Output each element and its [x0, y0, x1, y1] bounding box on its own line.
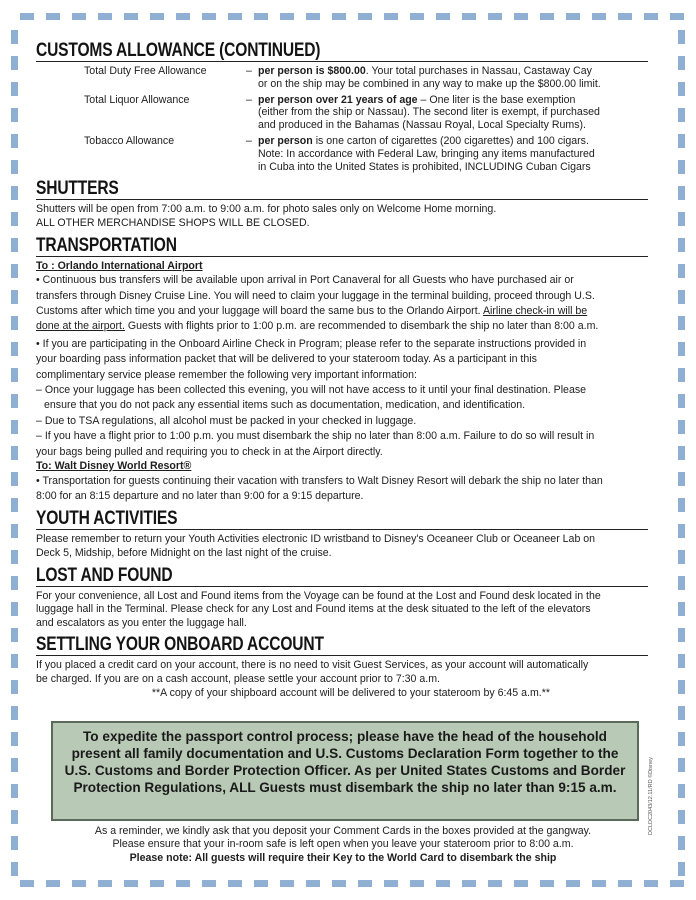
- account-heading: SETTLING YOUR ONBOARD ACCOUNT: [36, 634, 324, 656]
- border-dash: [11, 784, 18, 798]
- border-dash: [11, 368, 18, 382]
- border-dash: [678, 602, 685, 616]
- border-dash: [592, 13, 606, 20]
- border-dash: [488, 880, 502, 887]
- border-dash: [514, 880, 528, 887]
- wdw-transfer-text: • Transportation for guests continuing their vacation with transfers to Walt Disney Resort will debark the ship no later than 8:00 for an 8:15 departure and no later than 9:00 for a 9:15 departure.: [36, 474, 603, 503]
- border-dash: [332, 880, 346, 887]
- border-dash: [11, 134, 18, 148]
- border-dash: [11, 524, 18, 538]
- border-dash: [678, 784, 685, 798]
- border-dash: [436, 13, 450, 20]
- border-dash: [20, 13, 34, 20]
- border-dash: [384, 13, 398, 20]
- border-dash: [11, 30, 18, 44]
- border-dash: [11, 472, 18, 486]
- airport-transfer-text: • Continuous bus transfers will be available upon arrival in Port Canaveral for all Guests who have purchased air or transfers through Disney Cruise Line. You will need to claim your luggage in the terminal building, proceed through U.S. Customs after which time you and your luggage will board the same bus to the Orlando Airport. Airline check-in will be done at the airport. Guests with flights prior to 1:00 p.m. are recommended to disembark the ship no later than 8:00 a.m.: [36, 274, 599, 333]
- border-dash: [678, 706, 685, 720]
- border-dash: [678, 732, 685, 746]
- customs-allowance-table: [84, 65, 601, 176]
- border-dash: [678, 394, 685, 408]
- border-dash: [678, 498, 685, 512]
- allowance-label: Tobacco Allowance: [84, 134, 175, 147]
- border-dash: [280, 880, 294, 887]
- border-dash: [11, 654, 18, 668]
- allowance-row: Tobacco Allowance – per person is one carton of cigarettes (200 cigarettes) and 100 cigars. Note: In accordance with Federal Law, bringing any items manufactured in Cuba into the United States is prohibited, INCLUDING Cuban Cigars: [84, 135, 601, 176]
- allowance-label: Total Liquor Allowance: [84, 93, 190, 106]
- border-dash: [436, 880, 450, 887]
- border-dash: [11, 394, 18, 408]
- border-dash: [176, 13, 190, 20]
- wdw-subheading: To: Walt Disney World Resort®: [36, 460, 192, 473]
- border-dash: [678, 290, 685, 304]
- border-dash: [678, 862, 685, 876]
- border-dash: [11, 238, 18, 252]
- border-dash: [11, 810, 18, 824]
- border-dash: [678, 342, 685, 356]
- border-dash: [678, 264, 685, 278]
- border-dash: [11, 758, 18, 772]
- border-dash: [678, 576, 685, 590]
- allowance-row: Total Duty Free Allowance – per person is $800.00. Your total purchases in Nassau, Castaway Cay or on the ship may be combined in any way to make up the $800.00 limit.: [84, 65, 601, 94]
- allowance-row: Total Liquor Allowance – per person over 21 years of age – One liter is the base exemption (either from the ship or Nassau). The second liter is exempt, if purchased and produced in the Bahamas (Nassau Royal, Local Specialty Rums).: [84, 94, 601, 135]
- border-dash: [678, 420, 685, 434]
- border-dash: [678, 758, 685, 772]
- border-dash: [228, 880, 242, 887]
- border-dash: [678, 524, 685, 538]
- border-dash: [11, 108, 18, 122]
- customs-heading: CUSTOMS ALLOWANCE (CONTINUED): [36, 40, 321, 61]
- border-dash: [46, 13, 60, 20]
- border-dash: [11, 732, 18, 746]
- border-dash: [410, 880, 424, 887]
- border-dash: [678, 810, 685, 824]
- border-dash: [678, 108, 685, 122]
- border-dash: [98, 880, 112, 887]
- border-dash: [678, 446, 685, 460]
- border-dash: [678, 550, 685, 564]
- border-dash: [644, 880, 658, 887]
- passport-notice-box: [51, 721, 639, 821]
- border-dash: [678, 680, 685, 694]
- shutters-heading: SHUTTERS: [36, 178, 119, 200]
- border-dash: [202, 13, 216, 20]
- allowance-text: per person is $800.00. Your total purchases in Nassau, Castaway Cay or on the ship may be combined in any way to make up the $800.00 limit.: [258, 65, 601, 90]
- border-dash: [488, 13, 502, 20]
- border-dash: [11, 836, 18, 850]
- border-dash: [11, 576, 18, 590]
- customs-heading-rule: [36, 40, 648, 62]
- border-dash: [644, 13, 658, 20]
- border-dash: [618, 880, 632, 887]
- border-dash: [11, 212, 18, 226]
- border-dash: [11, 342, 18, 356]
- border-dash: [670, 880, 684, 887]
- border-dash: [678, 654, 685, 668]
- border-dash: [678, 628, 685, 642]
- transportation-heading: TRANSPORTATION: [36, 234, 177, 256]
- allowance-text: per person over 21 years of age – One liter is the base exemption (either from the ship or Nassau). The second liter is exempt, if purchased and produced in the Bahamas (Nassau Royal, Local Specialty Rums).: [258, 93, 600, 132]
- border-dash: [358, 13, 372, 20]
- border-dash: [11, 446, 18, 460]
- border-dash: [678, 212, 685, 226]
- border-dash: [11, 628, 18, 642]
- border-dash: [462, 880, 476, 887]
- border-dash: [11, 56, 18, 70]
- airport-subheading: To : Orlando International Airport: [36, 259, 203, 272]
- border-dash: [11, 498, 18, 512]
- border-dash: [678, 316, 685, 330]
- border-dash: [11, 420, 18, 434]
- border-dash: [332, 13, 346, 20]
- account-heading-rule: [36, 634, 648, 656]
- border-dash: [11, 186, 18, 200]
- border-dash: [514, 13, 528, 20]
- border-dash: [678, 160, 685, 174]
- border-dash: [540, 13, 554, 20]
- border-dash: [72, 13, 86, 20]
- border-dash: [11, 316, 18, 330]
- account-text: If you placed a credit card on your account, there is no need to visit Guest Services, as your account will automatically be charged. If you are on a cash account, please settle your account prior to 7:30 a.m. **A copy of your shipboard account will be delivered to your stateroom by 6:45 a.m.**: [36, 659, 589, 699]
- onboard-checkin-text: • If you are participating in the Onboard Airline Check in Program; please refer to the separate instructions provided in your boarding pass information packet that will be delivered to your stateroom today. As a participant in this complimentary service please remember the following very important information: – Once your luggage has been collected this evening, you will not have access to it until your final destination. Please ensure that you do not pack any essential items such as documentation, medication, and identification. – Due to TSA regulations, all alcohol must be packed in your checked in luggage. – If you have a flight prior to 1:00 p.m. you must disembark the ship no later than 8:00 a.m. Failure to do so will result in your bags being pulled and requiring you to check in at the Airport directly.: [36, 337, 595, 458]
- border-dash: [254, 880, 268, 887]
- lost-heading: LOST AND FOUND: [36, 564, 173, 586]
- youth-heading: YOUTH ACTIVITIES: [36, 508, 178, 530]
- border-dash: [566, 880, 580, 887]
- border-dash: [306, 13, 320, 20]
- border-dash: [540, 880, 554, 887]
- border-dash: [228, 13, 242, 20]
- border-dash: [11, 550, 18, 564]
- border-dash: [11, 160, 18, 174]
- border-dash: [176, 880, 190, 887]
- border-dash: [462, 13, 476, 20]
- youth-heading-rule: [36, 508, 648, 530]
- border-dash: [410, 13, 424, 20]
- shutters-text: Shutters will be open from 7:00 a.m. to 9:00 a.m. for photo sales only on Welcome Home morning. ALL OTHER MERCHANDISE SHOPS WILL BE CLOSED.: [36, 203, 497, 229]
- allowance-label: Total Duty Free Allowance: [84, 65, 207, 77]
- border-dash: [566, 13, 580, 20]
- border-dash: [678, 134, 685, 148]
- document-body: [36, 40, 650, 700]
- border-dash: [254, 13, 268, 20]
- lost-text: For your convenience, all Lost and Found items from the Voyage can be found at the Lost and Found desk located in the luggage hall in the Terminal. Please check for any Lost and Found items at the desk situated to the left of the elevators and escalators as you enter the luggage hall.: [36, 589, 601, 629]
- transportation-heading-rule: [36, 235, 648, 257]
- border-dash: [11, 82, 18, 96]
- border-dash: [11, 264, 18, 278]
- border-dash: [678, 238, 685, 252]
- border-dash: [678, 82, 685, 96]
- border-dash: [384, 880, 398, 887]
- border-dash: [678, 30, 685, 44]
- border-dash: [124, 13, 138, 20]
- border-dash: [202, 880, 216, 887]
- lost-heading-rule: [36, 565, 648, 587]
- document-code: DCLDC2043/12.11/RD ©Disney: [648, 757, 654, 835]
- passport-notice-text: To expedite the passport control process; please have the head of the household present all family documentation and U.S. Customs Declaration Form together to the U.S. Customs and Border Protection Officer. As per United States Customs and Border Protection Regulations, ALL Guests must disembark the ship no later than 9:15 a.m.: [64, 729, 626, 795]
- border-dash: [678, 56, 685, 70]
- shutters-heading-rule: [36, 178, 648, 200]
- border-dash: [678, 836, 685, 850]
- border-dash: [592, 880, 606, 887]
- border-dash: [20, 880, 34, 887]
- border-dash: [358, 880, 372, 887]
- border-dash: [98, 13, 112, 20]
- border-dash: [11, 862, 18, 876]
- footer-reminders: As a reminder, we kindly ask that you deposit your Comment Cards in the boxes provided at the gangway. Please ensure that your in-room safe is left open when you leave your stateroom prior to 8:00 a.m. Please note: All guests will require their Key to the World Card to disembark the ship: [94, 825, 592, 864]
- border-dash: [678, 472, 685, 486]
- border-dash: [150, 13, 164, 20]
- border-dash: [124, 880, 138, 887]
- border-dash: [678, 186, 685, 200]
- border-dash: [11, 680, 18, 694]
- youth-text: Please remember to return your Youth Activities electronic ID wristband to Disney's Oceaneer Club or Oceaneer Lab on Deck 5, Midship, before Midnight on the last night of the cruise.: [36, 533, 596, 560]
- border-dash: [11, 602, 18, 616]
- border-dash: [618, 13, 632, 20]
- border-dash: [678, 368, 685, 382]
- border-dash: [150, 880, 164, 887]
- border-dash: [46, 880, 60, 887]
- border-dash: [11, 290, 18, 304]
- border-dash: [72, 880, 86, 887]
- border-dash: [280, 13, 294, 20]
- border-dash: [306, 880, 320, 887]
- border-dash: [670, 13, 684, 20]
- border-dash: [11, 706, 18, 720]
- allowance-text: per person is one carton of cigarettes (200 cigarettes) and 100 cigars. Note: In accordance with Federal Law, bringing any items manufactured in Cuba into the United States is prohibited, INCLUDING Cuban Cigars: [258, 134, 595, 173]
